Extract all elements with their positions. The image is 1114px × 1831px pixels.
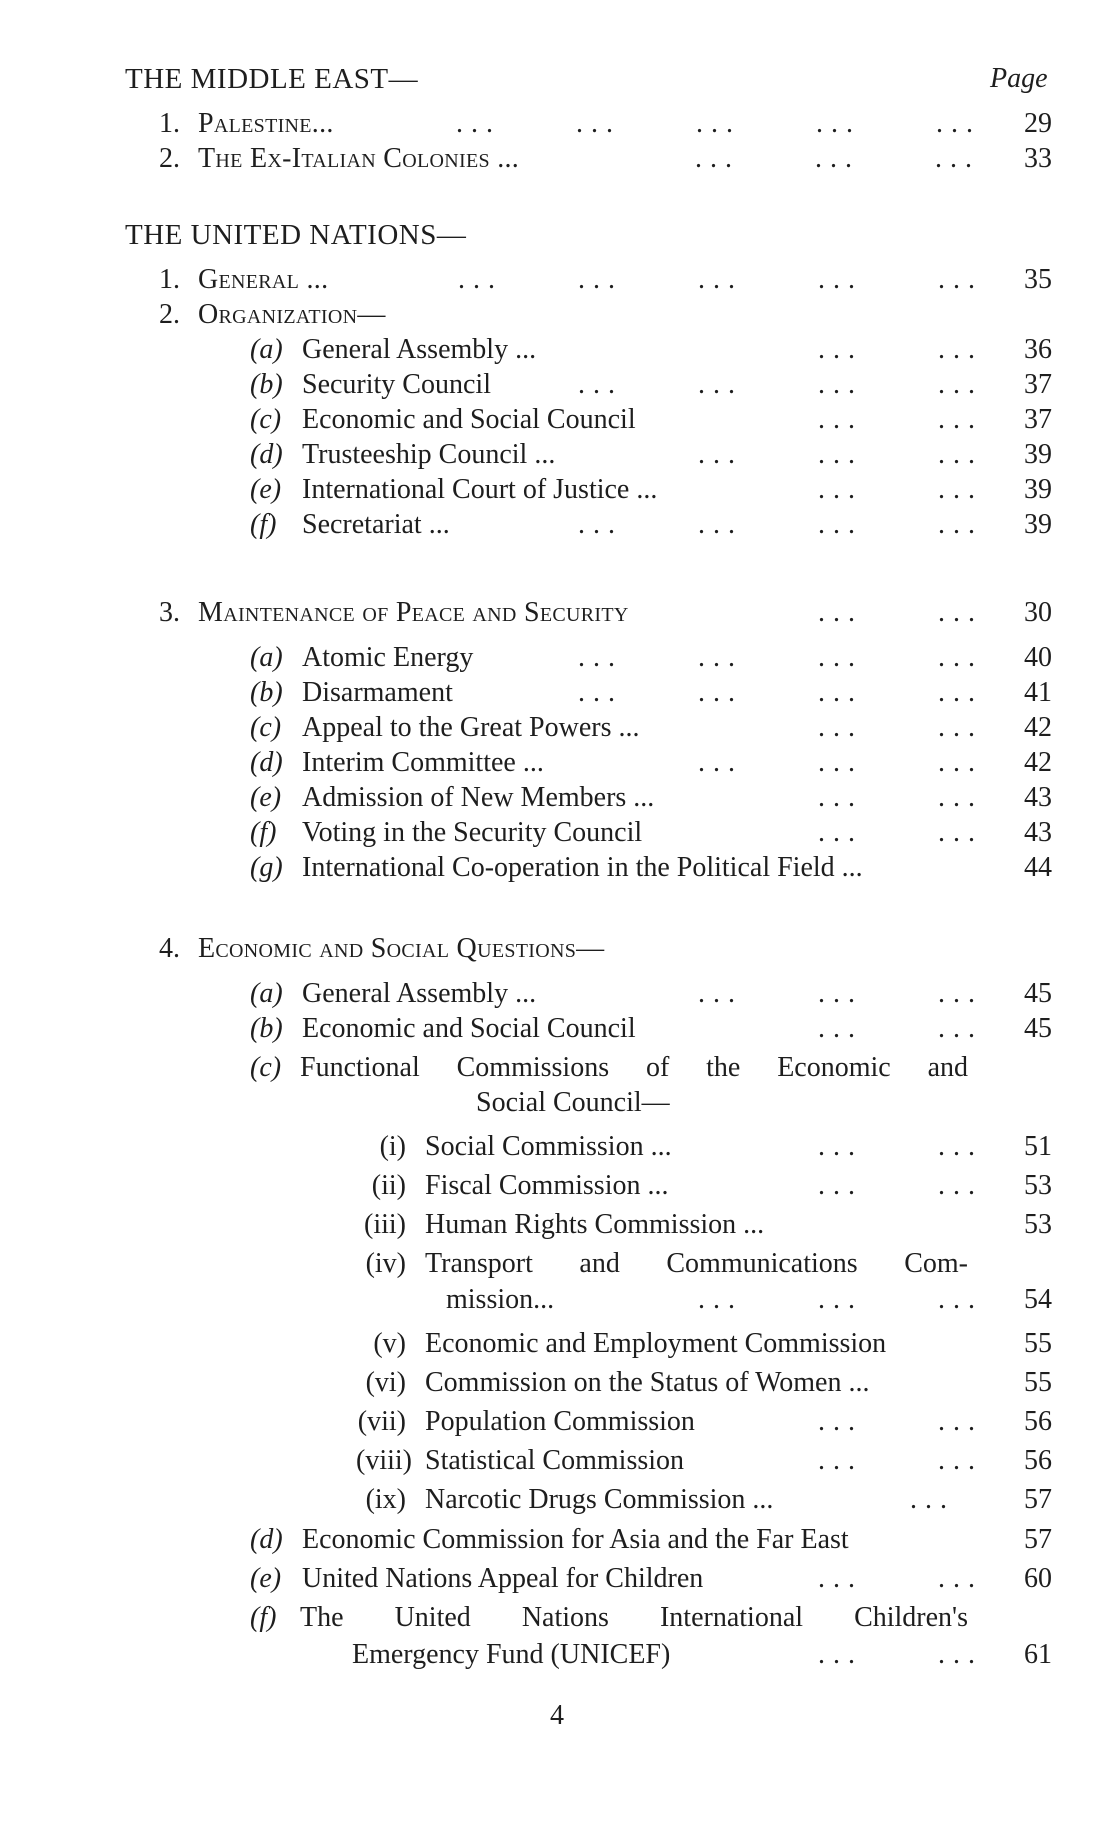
entry-label: Narcotic Drugs Commission ...	[425, 1484, 774, 1515]
leader-dots: ... ...	[818, 782, 983, 813]
toc-subentry	[0, 1523, 1114, 1557]
leader-dots: ... ... ...	[698, 978, 983, 1009]
entry-letter: (b)	[250, 369, 283, 400]
toc-subentry	[0, 1012, 1114, 1046]
toc-subentry	[0, 746, 1114, 780]
entry-letter: (f)	[250, 817, 277, 848]
toc-entry	[0, 932, 1114, 966]
entry-letter: (b)	[250, 1013, 283, 1044]
leader-dots: ... ...	[818, 1445, 983, 1476]
leader-dots: ... ...	[818, 1131, 983, 1162]
entry-label: Admission of New Members ...	[302, 782, 655, 813]
entry-label: Economic Commission for Asia and the Far East	[302, 1524, 849, 1555]
entry-label: Human Rights Commission ...	[425, 1209, 765, 1240]
entry-letter: (e)	[250, 474, 282, 505]
entry-page: 60	[1024, 1563, 1052, 1594]
entry-roman: (ii)	[371, 1170, 406, 1201]
entry-letter: (f)	[250, 509, 277, 540]
entry-roman: (viii)	[356, 1445, 412, 1476]
leader-dots: ... ... ... ... ...	[456, 108, 981, 139]
entry-letter: (c)	[250, 1052, 282, 1083]
entry-page: 53	[1024, 1170, 1052, 1201]
leader-dots: ... ...	[818, 1406, 983, 1437]
leader-dots: ... ... ... ...	[578, 677, 983, 708]
leader-dots: ... ... ... ...	[578, 369, 983, 400]
entry-label: Disarmament	[302, 677, 453, 708]
entry-page: 45	[1024, 1013, 1052, 1044]
entry-letter: (g)	[250, 852, 283, 883]
entry-letter: (a)	[250, 978, 283, 1009]
entry-label: Atomic Energy	[302, 642, 474, 673]
section-heading-middle-east	[0, 62, 1114, 96]
entry-letter: (d)	[250, 439, 283, 470]
leader-dots: ... ... ...	[698, 747, 983, 778]
entry-page: 55	[1024, 1328, 1052, 1359]
entry-label: The Ex-Italian Colonies ...	[198, 143, 520, 174]
entry-page: 37	[1024, 369, 1052, 400]
toc-subentry	[0, 368, 1114, 402]
leader-dots: ... ...	[818, 1170, 983, 1201]
entry-label: General Assembly ...	[302, 334, 537, 365]
entry-label: Commission on the Status of Women ...	[425, 1367, 870, 1398]
toc-roman-entry	[0, 1130, 1114, 1164]
toc-subentry	[0, 711, 1114, 745]
entry-page: 44	[1024, 852, 1052, 883]
leader-dots: ...	[910, 1484, 955, 1515]
entry-page: 43	[1024, 817, 1052, 848]
entry-page: 40	[1024, 642, 1052, 673]
entry-label: General Assembly ...	[302, 978, 537, 1009]
entry-label: Palestine...	[198, 108, 334, 139]
entry-page: 35	[1024, 264, 1052, 295]
entry-label: Interim Committee ...	[302, 747, 544, 778]
leader-dots: ... ...	[818, 1013, 983, 1044]
entry-roman: (vi)	[365, 1367, 406, 1398]
leader-dots: ... ...	[818, 817, 983, 848]
toc-entry	[0, 263, 1114, 297]
entry-label: Functional Commissions of the Economic and	[300, 1052, 968, 1083]
toc-entry	[0, 107, 1114, 141]
entry-letter: (b)	[250, 677, 283, 708]
entry-letter: (a)	[250, 334, 283, 365]
entry-page: 39	[1024, 474, 1052, 505]
entry-number: 1.	[159, 108, 180, 139]
entry-letter: (e)	[250, 782, 282, 813]
leader-dots: ... ... ... ...	[578, 509, 983, 540]
entry-roman: (iv)	[365, 1248, 406, 1279]
entry-page: 61	[1024, 1639, 1052, 1670]
toc-subentry	[0, 473, 1114, 507]
entry-page: 51	[1024, 1131, 1052, 1162]
entry-letter: (c)	[250, 712, 282, 743]
leader-dots: ... ...	[818, 597, 983, 628]
entry-page: 41	[1024, 677, 1052, 708]
entry-page: 42	[1024, 747, 1052, 778]
entry-label: Trusteeship Council ...	[302, 439, 556, 470]
entry-label: Economic and Social Council	[302, 404, 636, 435]
leader-dots: ... ... ...	[698, 439, 983, 470]
entry-page: 57	[1024, 1484, 1052, 1515]
entry-label: United Nations Appeal for Children	[302, 1563, 704, 1594]
entry-roman: (i)	[379, 1131, 406, 1162]
toc-subentry	[0, 333, 1114, 367]
entry-roman: (v)	[373, 1328, 406, 1359]
entry-letter: (d)	[250, 747, 283, 778]
toc-subentry	[0, 816, 1114, 850]
entry-letter: (c)	[250, 404, 282, 435]
entry-label-continued: Emergency Fund (UNICEF)	[352, 1639, 671, 1670]
toc-subentry-functional-cont	[0, 1086, 1114, 1120]
entry-label: Social Commission ...	[425, 1131, 672, 1162]
toc-subentry	[0, 1562, 1114, 1596]
toc-subentry-functional	[0, 1051, 1114, 1085]
entry-letter: (f)	[250, 1602, 277, 1633]
leader-dots: ... ...	[818, 404, 983, 435]
entry-label: Fiscal Commission ...	[425, 1170, 669, 1201]
toc-roman-entry	[0, 1483, 1114, 1517]
entry-letter: (e)	[250, 1563, 282, 1594]
heading-text: THE UNITED NATIONS—	[125, 219, 467, 251]
toc-subentry	[0, 403, 1114, 437]
entry-label: Secretariat ...	[302, 509, 450, 540]
entry-label: Organization—	[198, 299, 386, 330]
leader-dots: ... ...	[818, 1563, 983, 1594]
entry-label: Economic and Social Questions—	[198, 933, 605, 964]
toc-entry	[0, 596, 1114, 630]
entry-label: Security Council	[302, 369, 491, 400]
entry-roman: (iii)	[364, 1209, 406, 1240]
entry-roman: (ix)	[365, 1484, 406, 1515]
toc-subentry	[0, 851, 1114, 885]
toc-subentry	[0, 1601, 1114, 1635]
leader-dots: ... ...	[818, 334, 983, 365]
entry-page: 55	[1024, 1367, 1052, 1398]
entry-page: 33	[1024, 143, 1052, 174]
entry-label: Population Commission	[425, 1406, 695, 1437]
entry-page: 37	[1024, 404, 1052, 435]
heading-text: THE MIDDLE EAST—	[125, 63, 419, 95]
entry-page: 29	[1024, 108, 1052, 139]
entry-label: Appeal to the Great Powers ...	[302, 712, 640, 743]
toc-entry	[0, 298, 1114, 332]
entry-label-continued: mission...	[446, 1284, 555, 1315]
toc-roman-entry	[0, 1208, 1114, 1242]
toc-subentry	[0, 977, 1114, 1011]
entry-letter: (d)	[250, 1524, 283, 1555]
entry-label: International Court of Justice ...	[302, 474, 658, 505]
toc-roman-entry	[0, 1366, 1114, 1400]
entry-number: 1.	[159, 264, 180, 295]
entry-label: The United Nations International Children's	[300, 1602, 968, 1633]
entry-label: Voting in the Security Council	[302, 817, 643, 848]
leader-dots: ... ... ...	[695, 143, 980, 174]
toc-subentry-cont	[0, 1638, 1114, 1672]
toc-subentry	[0, 781, 1114, 815]
entry-page: 54	[1024, 1284, 1052, 1315]
entry-letter: (a)	[250, 642, 283, 673]
entry-roman: (vii)	[357, 1406, 406, 1437]
toc-roman-entry	[0, 1247, 1114, 1281]
entry-page: 30	[1024, 597, 1052, 628]
entry-page: 53	[1024, 1209, 1052, 1240]
entry-number: 3.	[159, 597, 180, 628]
entry-label-continued: Social Council—	[476, 1087, 670, 1118]
entry-page: 39	[1024, 509, 1052, 540]
leader-dots: ... ...	[818, 712, 983, 743]
entry-page: 36	[1024, 334, 1052, 365]
toc-entry	[0, 142, 1114, 176]
entry-number: 4.	[159, 933, 180, 964]
page-column-label: Page	[990, 63, 1048, 94]
entry-label: Economic and Social Council	[302, 1013, 636, 1044]
entry-page: 42	[1024, 712, 1052, 743]
leader-dots: ... ... ...	[698, 1284, 983, 1315]
section-heading-united-nations	[0, 218, 1114, 252]
entry-page: 45	[1024, 978, 1052, 1009]
entry-label: Statistical Commission	[425, 1445, 685, 1476]
toc-subentry	[0, 676, 1114, 710]
toc-roman-entry	[0, 1444, 1114, 1478]
entry-label: Maintenance of Peace and Security	[198, 597, 629, 628]
toc-roman-entry-cont	[0, 1283, 1114, 1317]
toc-subentry	[0, 438, 1114, 472]
leader-dots: ... ... ... ...	[578, 642, 983, 673]
toc-subentry	[0, 641, 1114, 675]
entry-page: 39	[1024, 439, 1052, 470]
page-number: 4	[550, 1700, 564, 1731]
entry-number: 2.	[159, 299, 180, 330]
toc-roman-entry	[0, 1405, 1114, 1439]
toc-subentry	[0, 508, 1114, 542]
entry-page: 57	[1024, 1524, 1052, 1555]
entry-label: General ...	[198, 264, 329, 295]
entry-page: 56	[1024, 1445, 1052, 1476]
leader-dots: ... ... ... ... ...	[458, 264, 983, 295]
toc-roman-entry	[0, 1169, 1114, 1203]
leader-dots: ... ...	[818, 474, 983, 505]
entry-label: Transport and Communications Com-	[425, 1248, 968, 1279]
entry-label: Economic and Employment Commission	[425, 1328, 887, 1359]
leader-dots: ... ...	[818, 1639, 983, 1670]
entry-page: 56	[1024, 1406, 1052, 1437]
entry-number: 2.	[159, 143, 180, 174]
entry-page: 43	[1024, 782, 1052, 813]
toc-roman-entry	[0, 1327, 1114, 1361]
entry-label: International Co-operation in the Political Field ...	[302, 852, 863, 883]
